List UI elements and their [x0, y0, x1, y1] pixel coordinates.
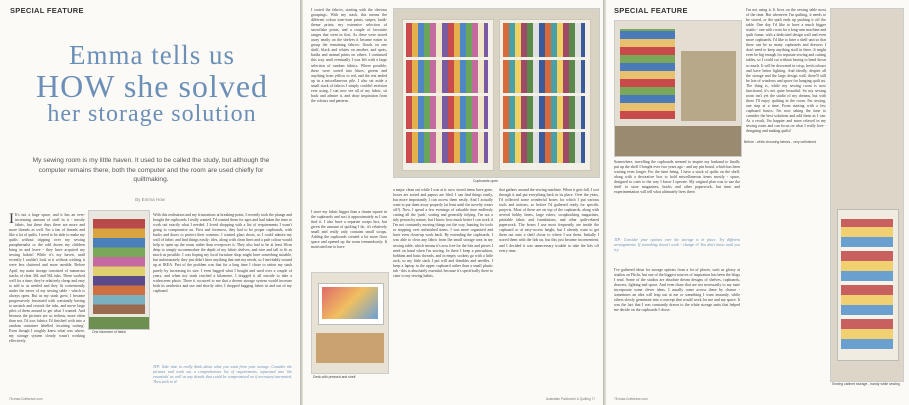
article-title: [18, 42, 286, 127]
photo-caption: One kilometre of fabric: [92, 330, 127, 334]
desk-caption: Desk with pressed and shelf: [313, 375, 356, 379]
tip-box: TIP: Consider your options over the storage is in place. Try different arrangements. If something doesn't work - change it! You don't know until you try.: [614, 238, 740, 253]
intro-text: My sewing room is my little haven. It used to be called the study, but although the computer remains there, both the computer and the room are used chiefly for quiltmaking.: [32, 157, 270, 184]
page-footer: 76 www.Craftcraze.com: [9, 397, 43, 401]
tip-box: TIP: Take time to really think about what you want from your storage. Consider the pictures and work out a comprehensive list of requirements, separated into 'the essentials' as well as any details that could be compromised on if necessary/warranted. Then stick to it!: [153, 365, 292, 385]
body-column-1b: I've gathered ideas for storage options from a lot of places, such as glossy at studios on Flickr, but one of the biggest sources of inspiration has been the blogs I read. Some of the studios are absolute dream designs of shelves, cupboards, drawers, lighting and space. And even those that are not necessarily to my taste incorporate some clever ideas. I usually come across these by chance - sometimes an idea will leap out at me or something I want instantly, while others slowly germinate into a concept that would work for me and my space. It was the fact that I was constantly drawn to the white storage units that helped me decide on the cupboards I chose.: [614, 268, 740, 313]
body-text: It's not a huge space, and it has an ever-increasing amount of stuff in it - mostly fabric, but these days there are more and more threads as well. I'm a fan of threads and like a lot of quilts. I need to be able to make my quilts without tripping over my sewing paraphernalia or the odd dozen my children bring in and leave - they have acquired my sewing habits! While it's my haven, until recently I couldn't look at it without wishing it were less cluttered and more useable. Before April, my main storage consisted of numerous stacks of clear 36L and 56L tubs. These worked well for a time; they're relatively cheap and easy to add to as needed and they fit conveniently under the eaves of my sewing table - which is always open. But as my stash grew, I became progressively frustrated with constantly having to unstack and restack the tubs, and move large piles of them around to get what I wanted. And because the pictures are so tedious, more often than not, I'd toss fabrics I'd finished with into a random container labelled 'awaiting sorting'. Even though I roughly knew what was where, my storage system clearly wasn't working effectively.: [9, 213, 85, 344]
byline: By Emma How: [135, 197, 165, 202]
page-footer: 78 www.Craftcraze.com: [614, 397, 648, 401]
body-column-1: I sorted the fabrics, starting with the obvious groupings. With my stash, this means the different colour tone-tone prints, stripes, batik-theme prints, my extensive selection of snowflake prints, and a couple of favourite ranges that went in first. As these were stored away neatly on the shelves it became easier to group the remaining fabrics: florals on one shelf, black and whites on another, and spots, batiks and animal prints on others. I continued this way until eventually I was left with a large selection of random fabrics. Where possible, these were sorted into blues, greens and anything from yellow to red, and the rest ended up in a miscellaneous pile. I also set aside a small stack of fabrics I simply couldn't envision ever using. I can now see all of my fabric, sit back and admire it, and draw inspiration from the colours and patterns.: [311, 8, 387, 103]
body-column-2: I'm not using it. It lives on the sewing table most of the time. But whenever I'm quilting, it needs to be stored, or the quilt ends up pushing it off the table. One day I'd like to have a much bigger studio - one with room for a long-arm machine and quilt frame, with a dedicated design wall and even more cupboards. I'd like to have a shelf unit so that there can be so many cupboards and drawers I don't need to keep anything stuff in there. It might even be big enough for separate sewing and cutting tables, so I could cut without having to bend down so much. It will be decorated in crisp, fresh colours and have better lighting. And ideally, despite all the storage and the large design wall, there'll still be lots of windows and space for hanging quilt art. The thing is, while my sewing room is now functional, it's not quite beautiful. So my sewing room isn't yet the studio of my dreams, but with these I'll enjoy quilting in the room. I'm sewing, one step at a time. From starting with a few cupboard basics, I'm now taking the time to consider the best solutions and add them as I can. As a result, I'm happier and more relaxed in my sewing room and can focus on what I really love - designing and making quilts!: [746, 8, 826, 134]
title-line-1: Emma tells us: [69, 40, 235, 70]
page-left: [0, 0, 300, 405]
photo-fabric-stash: [88, 210, 150, 330]
title-line-3: her storage solution: [47, 101, 257, 128]
sewing-caption: Sewing cabinet storage - handy while sewing: [832, 382, 900, 386]
page-footer: Australian Patchwork & Quilting 77: [545, 397, 595, 401]
body-column-2: With this realisation and my frustrations at breaking-point, I recently took the plunge and bought the cupboards I really wanted. I'd wanted them for ages and had taken the time to work out exactly what I needed. I loved shopping with a list of requirements I wasn't going to compromise on. First and foremost, they had to be proper cupboards, with backs and doors to protect their contents. I wanted glass doors, so I could admire my wall of fabric and find things easily; tiles, along with clean lines and a pale colour would help to open up the room rather than overpower it. They also had to be at least 30cm deep to simply accommodate the depth of my fabric shelves, and nice and tall to fit as much as possible. I was hoping my local furniture shop might have something suitable, but unfortunately they just didn't have anything that met my needs, so I inevitably wound up at IKEA. Part of the problem was that for a long time I chose to ration my stash purely by increasing its size. I even bagged what I bought and used over a couple of years, and when my stash reached a kilometre, I dragged it all outside to take a widescreen photo. There it occurred to me that a decent storage system would increase both its aesthetics and use and shortly after, I dropped bagging fabric in and out of my cupboard.: [153, 213, 292, 293]
section-header: SPECIAL FEATURE: [10, 6, 84, 15]
body-column-1: Somewhere, travelling the cupboards seemed to inspire my husband to finally put up the shelf I bought ever two years ago - and my pin board, which has been waiting even longer. For the time being, I have a stack of quilts on the shelf, along with a decorative box to hold miscellaneous items mostly - space, designed to cater to the way I know I operate. My original plan was to use the shelf to store magazines, books and other paperwork, but time and experimentation will tell what ultimately lives there.: [614, 160, 740, 195]
body-column-1b: I store my fabric bigger than a charm square in the cupboards and sort it approximately as I can find it. I also have a separate scraps box, but given the amount of quilting I do, it's relatively small and really only contains small scraps. Adding the cupboards created a lot more floor space and opened up the room tremendously. It motivated me to have: [311, 210, 387, 250]
photo-desk: [311, 272, 389, 374]
body-column-2: a major clean out while I was at it: now stored items have gone, boxes are sorted and papers are filed. I can find things easily, but more importantly I can access them easily. And I actually want to put them away properly (at least until the novelty wears off!). Now, I spend a few evenings of valuable time endlessly cutting all the 'junk', sorting and generally tidying. I'm not a tidy person by nature, but I know how much better I can work if I'm not constantly moving things out the way, hunting for tools or stepping over unfinished items. I was more organised and have even clean-up work back. By extending the cupboards, I was able to clear any fabric from the small storage area in my sewing table, which means it's now free for the bits and pieces I need on hand when I'm sewing. In there I keep a pincushion, bobbins and basic threads, and in empty sockets go with a little rack, so my little stack I pin will and thimbles and needles. I keep a laptop in the upper cupboard rather than a small plastic tub - this is absolutely essential, because it's specifically there to cater to my sewing habits.: [393, 188, 493, 278]
photo-cupboards: [393, 8, 600, 178]
photo-caption: Before - while choosing fabrics - very unfinished: [744, 140, 816, 144]
section-header: SPECIAL FEATURE: [614, 6, 688, 15]
page-right: [606, 0, 909, 405]
drop-cap: I: [9, 213, 14, 227]
body-column-3: that gathers around the sewing machine. When it gets full, I sort through it and put everything back in its place. Over the years, I'd collected some wonderful boxes for which I put various tools and notions, so before I'd gathered ready for specific projects. Most of these are on top of the cupboards, along with several hobby items, large rulers, scrapbooking magazines, printable fabric and foundations, and other quilt-related paperwork. The boxes I use most frequently are inside the cupboard or at easy-access height, but I already want to get them out onto a shelf closer to where I use them. Initially I stored them with the lids on, but this just became inconvenient, and I decided it was unnecessary trouble to take the lids off every time.: [499, 188, 599, 253]
photo-before: [614, 20, 742, 157]
page-middle: [303, 0, 603, 405]
photo-caption: Cupboards open: [473, 179, 499, 183]
body-column-1: [9, 213, 85, 398]
photo-sewing-cabinet: [830, 8, 904, 382]
title-line-2: HOW she solved: [35, 67, 269, 104]
